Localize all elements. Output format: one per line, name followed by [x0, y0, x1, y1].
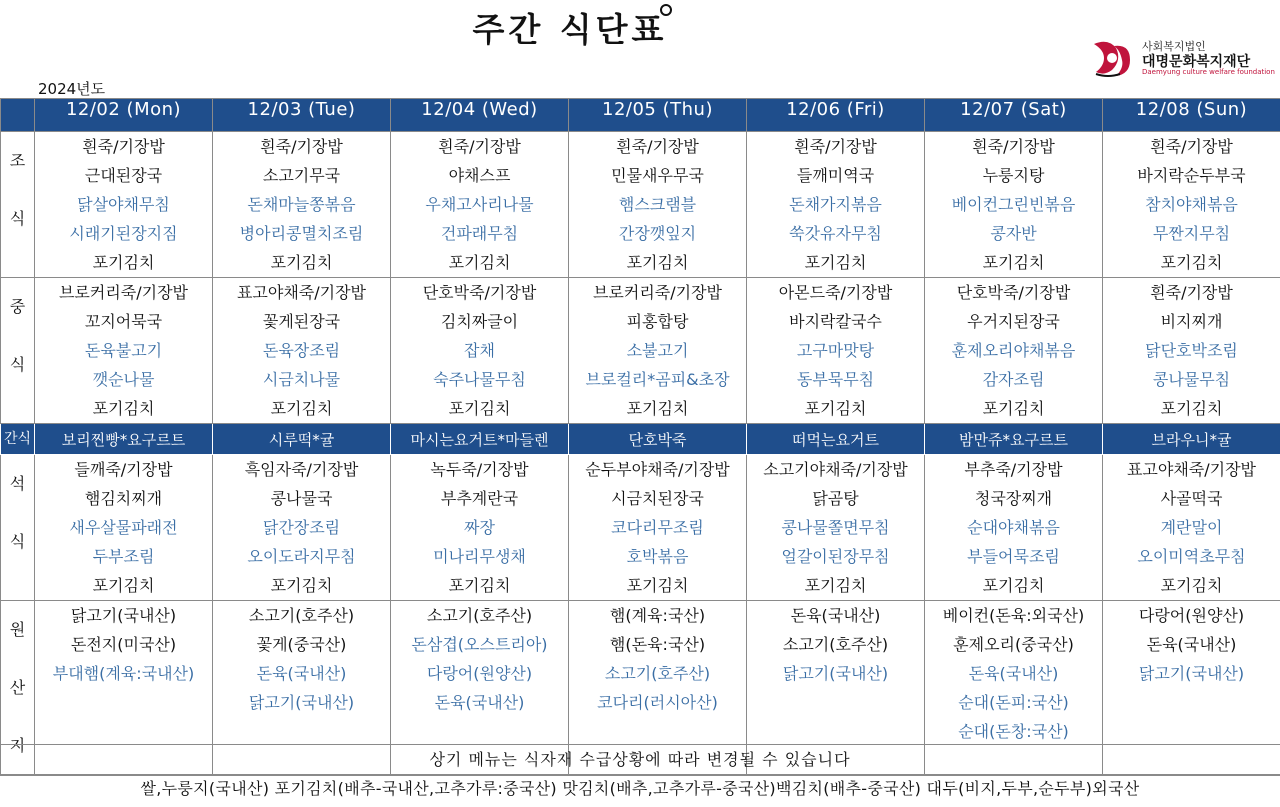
title-decoration: [660, 4, 672, 16]
lunch-cell: [213, 278, 391, 424]
lunch-row: [1, 278, 1280, 424]
breakfast-menu-item: 누룽지탕: [982, 166, 1045, 185]
dinner-label-char: 식: [9, 532, 26, 551]
breakfast-menu-item: 바지락순두부국: [1137, 166, 1246, 185]
dinner-menu-item: 포기김치: [804, 576, 867, 595]
day-header: 12/06 (Fri): [747, 99, 925, 132]
dinner-menu-item: 콩나물쫄면무침: [781, 518, 890, 537]
logo-line3: Daemyung culture welfare foundation: [1142, 68, 1275, 76]
lunch-menu-item: 브로커리죽/기장밥: [58, 283, 189, 302]
breakfast-menu-item: 흰죽/기장밥: [1150, 137, 1233, 156]
lunch-menu-item: 흰죽/기장밥: [1150, 283, 1233, 302]
origin-menu-item: 돈전지(미국산): [70, 635, 177, 654]
dinner-menu-item: 녹두죽/기장밥: [430, 460, 529, 479]
menu-change-notice: 상기 메뉴는 식자재 수급상황에 따라 변경될 수 있습니다: [0, 744, 1280, 775]
dinner-menu-item: 햄김치찌개: [84, 489, 163, 508]
lunch-menu-item: 포기김치: [92, 399, 155, 418]
lunch-menu-item: 소불고기: [626, 341, 689, 360]
header-corner: [1, 99, 35, 132]
breakfast-label-char: 식: [9, 209, 26, 228]
dinner-menu-item: 부추계란국: [440, 489, 519, 508]
lunch-menu-item: 돈육장조림: [262, 341, 341, 360]
breakfast-cell: [35, 132, 213, 278]
dinner-menu-item: 포기김치: [626, 576, 689, 595]
origin-label-char: 지: [9, 736, 26, 755]
dinner-menu-item: 미나리무생채: [433, 547, 526, 566]
breakfast-menu-item: 포기김치: [1160, 253, 1223, 272]
breakfast-row: [1, 132, 1280, 278]
lunch-label-char: 식: [9, 355, 26, 374]
dinner-menu-item: 부들어묵조림: [967, 547, 1060, 566]
lunch-menu-item: 깻순나물: [92, 370, 155, 389]
breakfast-cell: [925, 132, 1103, 278]
breakfast-menu-item: 들깨미역국: [796, 166, 875, 185]
lunch-menu-item: 포기김치: [448, 399, 511, 418]
dinner-menu-item: 콩나물국: [270, 489, 333, 508]
lunch-menu-item: 포기김치: [982, 399, 1045, 418]
breakfast-menu-item: 우채고사리나물: [425, 195, 534, 214]
origin-menu-item: 햄(계육:국산): [609, 606, 706, 625]
lunch-menu-item: 포기김치: [804, 399, 867, 418]
breakfast-cell: [391, 132, 569, 278]
breakfast-menu-item: 콩자반: [990, 224, 1037, 243]
day-header: 12/05 (Thu): [569, 99, 747, 132]
lunch-menu-item: 훈제오리야채볶음: [951, 341, 1076, 360]
snack-cell: 브라우니*귤: [1103, 424, 1280, 455]
origin-menu-item: 닭고기(국내산): [1138, 664, 1245, 683]
breakfast-menu-item: 흰죽/기장밥: [438, 137, 521, 156]
breakfast-menu-item: 시래기된장지짐: [69, 224, 178, 243]
dinner-cell: [747, 455, 925, 601]
day-header: 12/07 (Sat): [925, 99, 1103, 132]
dinner-menu-item: 계란말이: [1160, 518, 1223, 537]
lunch-menu-item: 시금치나물: [262, 370, 341, 389]
lunch-menu-item: 포기김치: [626, 399, 689, 418]
breakfast-menu-item: 무짠지무침: [1152, 224, 1231, 243]
logo-line1: 사회복지법인: [1142, 40, 1206, 53]
origin-footer: 쌀,누룽지(국내산) 포기김치(배추-국내산,고추가루:중국산) 맛김치(배추,고추가루-중국산)백김치(배추-중국산) 대두(비지,두부,순두부)외국산: [140, 779, 1140, 798]
dinner-menu-item: 시금치된장국: [611, 489, 704, 508]
lunch-label-char: 중: [9, 297, 26, 316]
origin-menu-item: 닭고기(국내산): [70, 606, 177, 625]
breakfast-menu-item: 야채스프: [448, 166, 511, 185]
breakfast-menu-item: 돈채가지볶음: [789, 195, 882, 214]
origin-menu-item: 햄(돈육:국산): [609, 635, 706, 654]
breakfast-menu-item: 쑥갓유자무침: [789, 224, 882, 243]
breakfast-menu-item: 닭살야채무침: [77, 195, 170, 214]
dinner-menu-item: 호박볶음: [626, 547, 689, 566]
origin-menu-item: 돈육(국내산): [790, 606, 881, 625]
breakfast-menu-item: 포기김치: [448, 253, 511, 272]
foundation-logo: [1090, 38, 1275, 80]
dinner-menu-item: 사골떡국: [1160, 489, 1223, 508]
breakfast-menu-item: 병아리콩멸치조림: [239, 224, 364, 243]
breakfast-menu-item: 베이컨그린빈볶음: [951, 195, 1076, 214]
lunch-menu-item: 잡채: [464, 341, 495, 360]
lunch-menu-item: 피홍합탕: [626, 312, 689, 331]
lunch-label: [1, 278, 35, 424]
lunch-menu-item: 돈육불고기: [84, 341, 163, 360]
day-header: 12/04 (Wed): [391, 99, 569, 132]
breakfast-cell: [569, 132, 747, 278]
page-title: 주간 식단표: [472, 10, 668, 49]
origin-menu-item: 돈삼겹(오스트리아): [411, 635, 548, 654]
origin-menu-item: 베이컨(돈육:외국산): [942, 606, 1085, 625]
origin-menu-item: 소고기(호주산): [426, 606, 533, 625]
lunch-menu-item: 김치짜글이: [440, 312, 519, 331]
dinner-cell: [391, 455, 569, 601]
breakfast-menu-item: 소고기무국: [262, 166, 341, 185]
snack-cell: 마시는요거트*마들렌: [391, 424, 569, 455]
breakfast-menu-item: 근대된장국: [84, 166, 163, 185]
dinner-cell: [213, 455, 391, 601]
dinner-cell: [569, 455, 747, 601]
dinner-menu-item: 포기김치: [92, 576, 155, 595]
breakfast-menu-item: 건파래무침: [440, 224, 519, 243]
dinner-menu-item: 순두부야채죽/기장밥: [585, 460, 730, 479]
origin-menu-item: 훈제오리(중국산): [953, 635, 1074, 654]
origin-menu-item: 순대(돈피:국산): [958, 693, 1069, 712]
dinner-menu-item: 포기김치: [1160, 576, 1223, 595]
lunch-menu-item: 포기김치: [270, 399, 333, 418]
origin-menu-item: 꽃게(중국산): [256, 635, 347, 654]
origin-menu-item: 돈육(국내산): [256, 664, 347, 683]
lunch-menu-item: 콩나물무침: [1152, 370, 1231, 389]
logo-line2: 대명문화복지재단: [1142, 54, 1251, 70]
lunch-cell: [35, 278, 213, 424]
snack-row: [1, 424, 1280, 455]
dinner-menu-item: 들깨죽/기장밥: [74, 460, 173, 479]
dinner-menu-item: 부추죽/기장밥: [964, 460, 1063, 479]
lunch-menu-item: 바지락칼국수: [789, 312, 882, 331]
lunch-menu-item: 우거지된장국: [967, 312, 1060, 331]
dinner-menu-item: 두부조림: [92, 547, 155, 566]
breakfast-menu-item: 민물새우무국: [611, 166, 704, 185]
day-header: 12/02 (Mon): [35, 99, 213, 132]
day-header-row: [1, 99, 1280, 132]
lunch-cell: [747, 278, 925, 424]
breakfast-cell: [747, 132, 925, 278]
dinner-menu-item: 포기김치: [448, 576, 511, 595]
dinner-menu-item: 포기김치: [982, 576, 1045, 595]
breakfast-label-char: 조: [9, 151, 26, 170]
lunch-cell: [925, 278, 1103, 424]
breakfast-menu-item: 포기김치: [626, 253, 689, 272]
breakfast-menu-item: 참치야채볶음: [1145, 195, 1238, 214]
lunch-menu-item: 표고야채죽/기장밥: [236, 283, 367, 302]
dinner-menu-item: 표고야채죽/기장밥: [1126, 460, 1257, 479]
lunch-menu-item: 단호박죽/기장밥: [422, 283, 537, 302]
year-label: 2024년도: [38, 80, 106, 98]
lunch-menu-item: 닭단호박조림: [1145, 341, 1238, 360]
lunch-menu-item: 포기김치: [1160, 399, 1223, 418]
lunch-menu-item: 숙주나물무침: [433, 370, 526, 389]
breakfast-menu-item: 포기김치: [270, 253, 333, 272]
origin-menu-item: 돈육(국내산): [1146, 635, 1237, 654]
weekly-menu-table: [0, 98, 1280, 776]
lunch-menu-item: 단호박죽/기장밥: [956, 283, 1071, 302]
breakfast-menu-item: 흰죽/기장밥: [794, 137, 877, 156]
dinner-cell: [35, 455, 213, 601]
snack-label: 간식: [1, 424, 35, 455]
snack-cell: 밤만쥬*요구르트: [925, 424, 1103, 455]
origin-menu-item: 코다리(러시아산): [597, 693, 718, 712]
lunch-cell: [1103, 278, 1280, 424]
dinner-menu-item: 소고기야채죽/기장밥: [763, 460, 908, 479]
lunch-menu-item: 비지찌개: [1160, 312, 1223, 331]
logo-mark-icon: [1090, 38, 1134, 78]
dinner-menu-item: 포기김치: [270, 576, 333, 595]
lunch-menu-item: 브로컬리*곰피&초장: [585, 370, 730, 389]
origin-menu-item: 부대햄(계육:국내산): [52, 664, 195, 683]
origin-menu-item: 순대(돈창:국산): [958, 722, 1069, 741]
snack-cell: 단호박죽: [569, 424, 747, 455]
dinner-menu-item: 오이미역초무침: [1137, 547, 1246, 566]
dinner-menu-item: 청국장찌개: [974, 489, 1053, 508]
day-header: 12/03 (Tue): [213, 99, 391, 132]
breakfast-menu-item: 포기김치: [982, 253, 1045, 272]
lunch-menu-item: 감자조림: [982, 370, 1045, 389]
origin-menu-item: 소고기(호주산): [604, 664, 711, 683]
lunch-menu-item: 브로커리죽/기장밥: [592, 283, 723, 302]
breakfast-menu-item: 흰죽/기장밥: [616, 137, 699, 156]
day-header: 12/08 (Sun): [1103, 99, 1280, 132]
breakfast-menu-item: 간장깻잎지: [618, 224, 697, 243]
breakfast-menu-item: 흰죽/기장밥: [82, 137, 165, 156]
snack-cell: 보리찐빵*요구르트: [35, 424, 213, 455]
dinner-label-char: 석: [9, 474, 26, 493]
breakfast-menu-item: 포기김치: [804, 253, 867, 272]
dinner-cell: [1103, 455, 1280, 601]
dinner-menu-item: 오이도라지무침: [247, 547, 356, 566]
origin-menu-item: 돈육(국내산): [434, 693, 525, 712]
lunch-menu-item: 꼬지어묵국: [84, 312, 163, 331]
origin-menu-item: 돈육(국내산): [968, 664, 1059, 683]
dinner-menu-item: 순대야채볶음: [967, 518, 1060, 537]
dinner-menu-item: 짜장: [464, 518, 495, 537]
lunch-menu-item: 꽃게된장국: [262, 312, 341, 331]
lunch-menu-item: 아몬드죽/기장밥: [778, 283, 893, 302]
snack-cell: 떠먹는요거트: [747, 424, 925, 455]
dinner-menu-item: 흑임자죽/기장밥: [244, 460, 359, 479]
origin-menu-item: 소고기(호주산): [782, 635, 889, 654]
dinner-row: [1, 455, 1280, 601]
dinner-menu-item: 닭곰탕: [812, 489, 859, 508]
breakfast-label: [1, 132, 35, 278]
snack-cell: 시루떡*귤: [213, 424, 391, 455]
dinner-menu-item: 닭간장조림: [262, 518, 341, 537]
dinner-menu-item: 코다리무조림: [611, 518, 704, 537]
origin-menu-item: 다랑어(원양산): [426, 664, 533, 683]
breakfast-menu-item: 햄스크램블: [618, 195, 697, 214]
breakfast-cell: [1103, 132, 1280, 278]
origin-menu-item: 닭고기(국내산): [782, 664, 889, 683]
dinner-cell: [925, 455, 1103, 601]
breakfast-menu-item: 돈채마늘쫑볶음: [247, 195, 356, 214]
origin-menu-item: 닭고기(국내산): [248, 693, 355, 712]
lunch-menu-item: 동부묵무침: [796, 370, 875, 389]
dinner-menu-item: 얼갈이된장무침: [781, 547, 890, 566]
origin-label-char: 산: [9, 678, 26, 697]
breakfast-menu-item: 포기김치: [92, 253, 155, 272]
origin-menu-item: 소고기(호주산): [248, 606, 355, 625]
dinner-menu-item: 새우살물파래전: [69, 518, 178, 537]
lunch-cell: [569, 278, 747, 424]
breakfast-menu-item: 흰죽/기장밥: [260, 137, 343, 156]
lunch-cell: [391, 278, 569, 424]
origin-label-char: 원: [9, 620, 26, 639]
breakfast-cell: [213, 132, 391, 278]
origin-menu-item: 다랑어(원양산): [1138, 606, 1245, 625]
breakfast-menu-item: 흰죽/기장밥: [972, 137, 1055, 156]
lunch-menu-item: 고구마맛탕: [796, 341, 875, 360]
dinner-label: [1, 455, 35, 601]
